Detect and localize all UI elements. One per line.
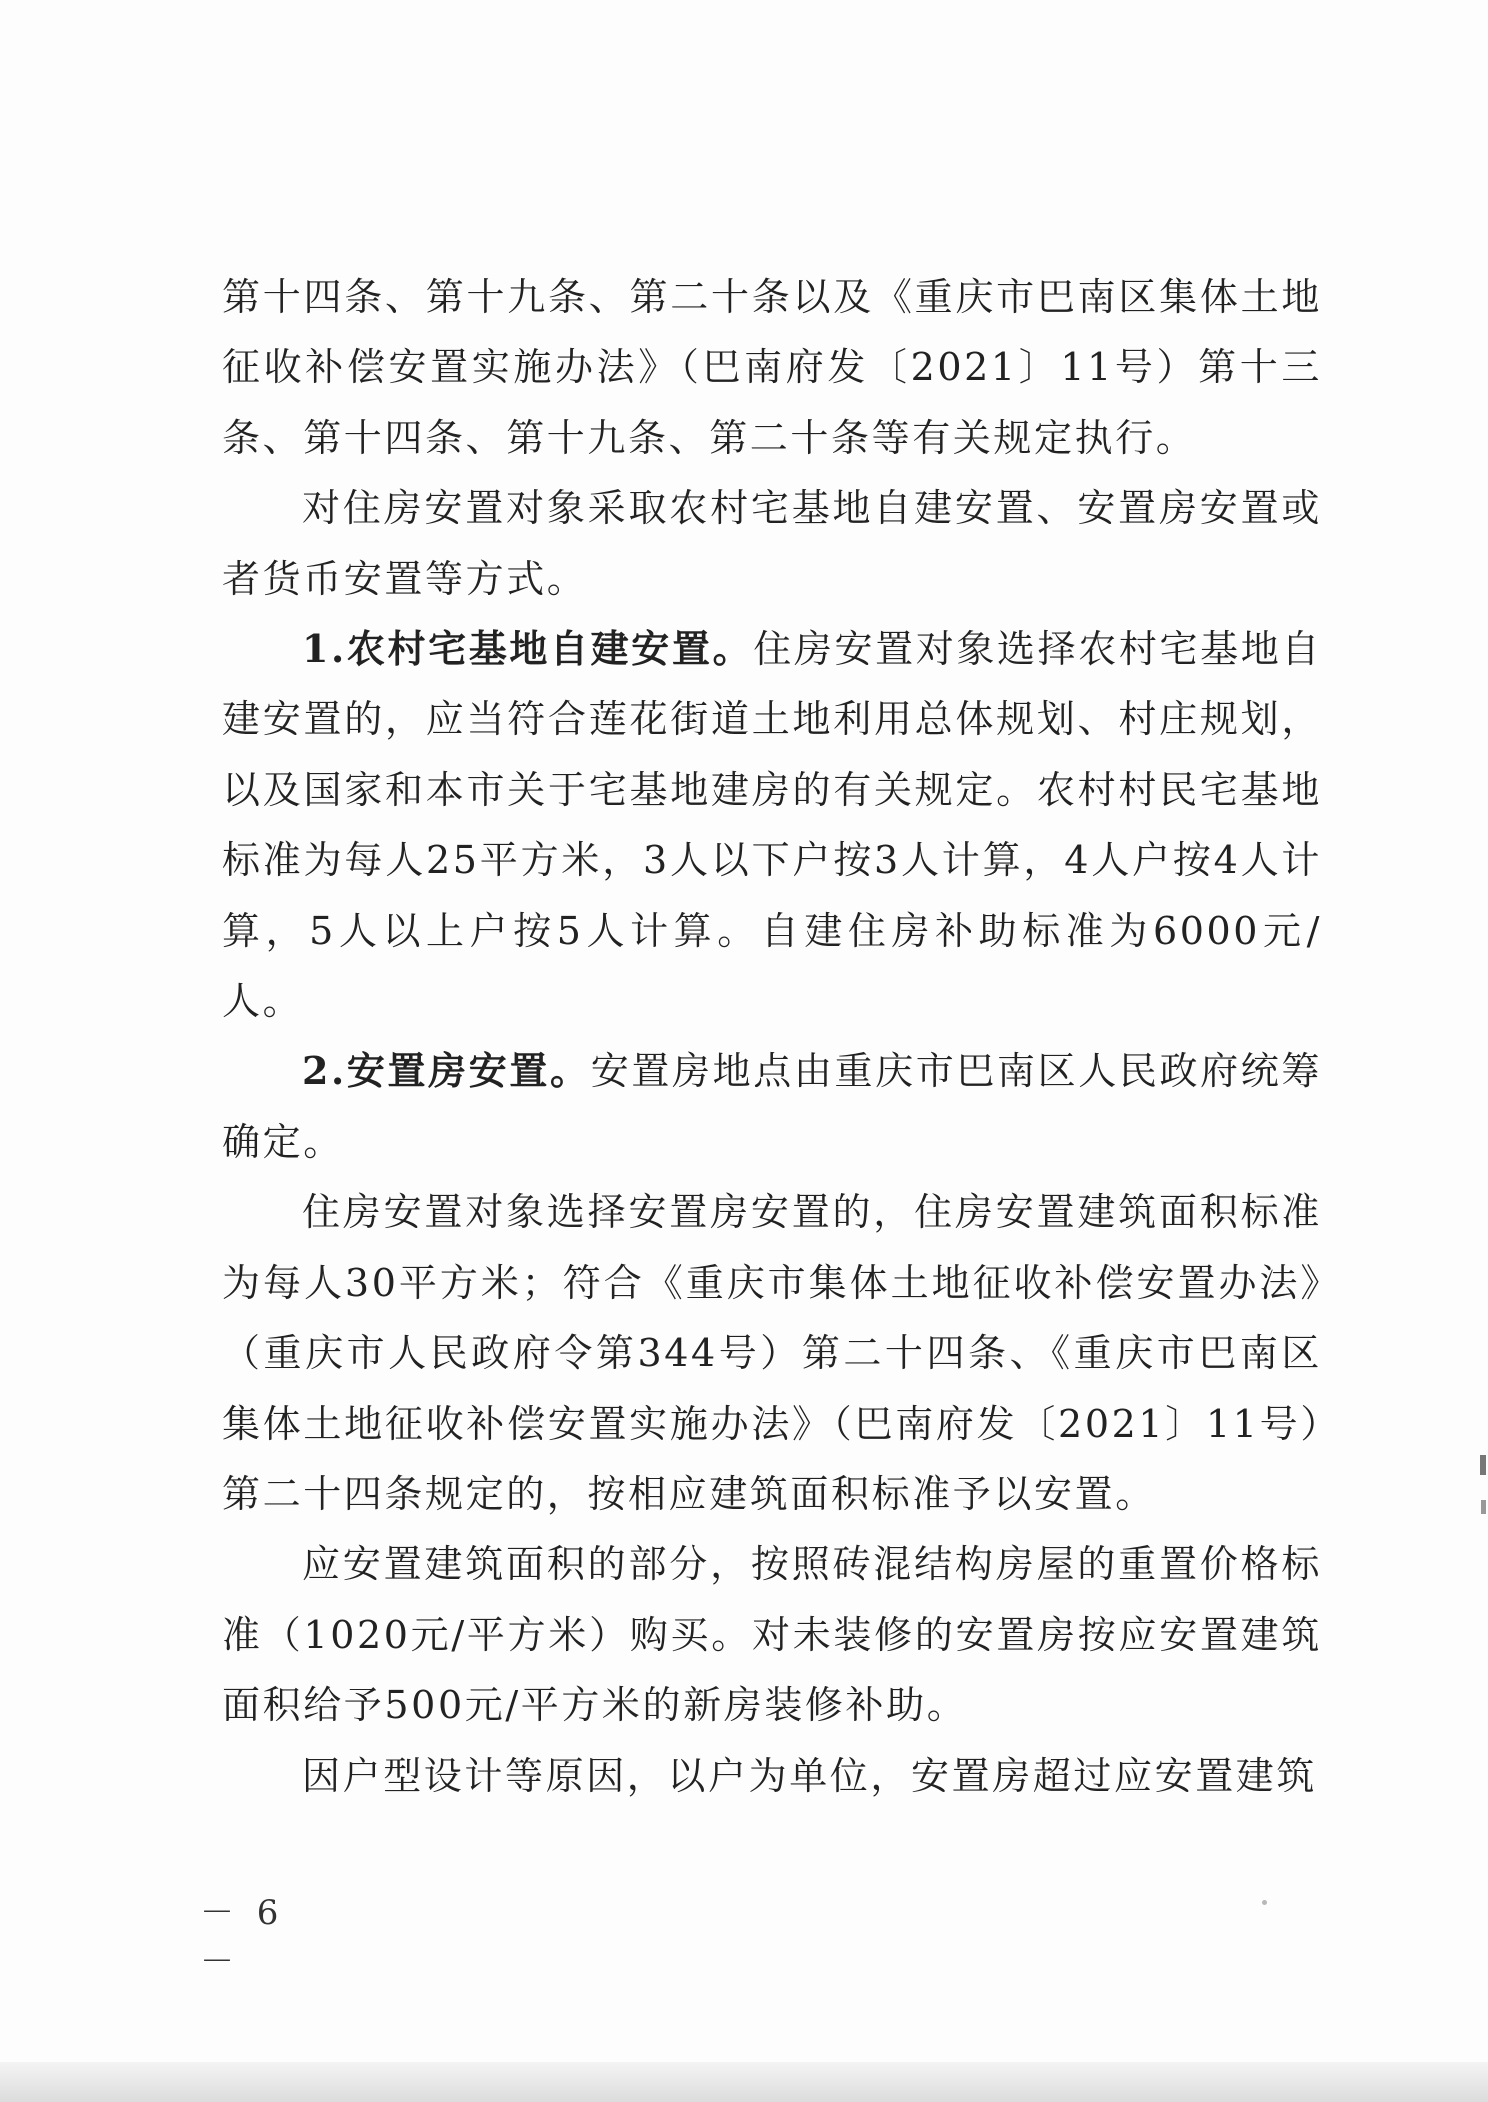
paragraph-3 [222, 614, 1322, 1036]
section-heading-resettlement-housing: 2.安置房安置。 [302, 1048, 591, 1094]
paragraph-1-text: 第十四条、第十九条、第二十条以及《重庆市巴南区集体土地征收补偿安置实施办法》（巴南府发〔2021〕11号）第十三条、第十四条、第十九条、第二十条等有关规定执行。 [222, 275, 1322, 460]
paragraph-3-text: 住房安置对象选择农村宅基地自建安置的，应当符合莲花街道土地利用总体规划、村庄规划，以及国家和本市关于宅基地建房的有关规定。农村村民宅基地标准为每人25平方米，3人以下户按3人计算，4人户按4人计算，5人以上户按5人计算。自建住房补助标准为6000元/人。 [222, 627, 1322, 1024]
scan-edge-mark [1480, 1455, 1486, 1475]
paragraph-2 [222, 473, 1322, 614]
scan-speck [1262, 1900, 1267, 1905]
paragraph-6 [222, 1529, 1322, 1740]
paragraph-6-text: 应安置建筑面积的部分，按照砖混结构房屋的重置价格标准（1020元/平方米）购买。对未装修的安置房按应安置建筑面积给予500元/平方米的新房装修补助。 [222, 1542, 1322, 1728]
page-number: － 6 － [200, 1893, 285, 1982]
paragraph-4-text: 安置房地点由重庆市巴南区人民政府统筹确定。 [222, 1049, 1322, 1164]
document-body [222, 262, 1322, 1811]
paragraph-2-text: 对住房安置对象采取农村宅基地自建安置、安置房安置或者货币安置等方式。 [222, 486, 1322, 601]
scan-bottom-edge [0, 2062, 1488, 2102]
paragraph-4 [222, 1036, 1322, 1177]
paragraph-5-text: 住房安置对象选择安置房安置的，住房安置建筑面积标准为每人30平方米；符合《重庆市集体土地征收补偿安置办法》（重庆市人民政府令第344号）第二十四条、《重庆市巴南区集体土地征收补偿安置实施办法》（巴南府发〔2021〕11号）第二十四条规定的，按相应建筑面积标准予以安置。 [222, 1190, 1322, 1516]
paragraph-7-text: 因户型设计等原因，以户为单位，安置房超过应安置建筑 [302, 1753, 1318, 1798]
section-heading-homestead: 1.农村宅基地自建安置。 [302, 626, 754, 672]
paragraph-7 [222, 1741, 1322, 1811]
paragraph-5 [222, 1177, 1322, 1529]
paragraph-1 [222, 262, 1322, 473]
scan-edge-mark-secondary [1481, 1500, 1486, 1514]
